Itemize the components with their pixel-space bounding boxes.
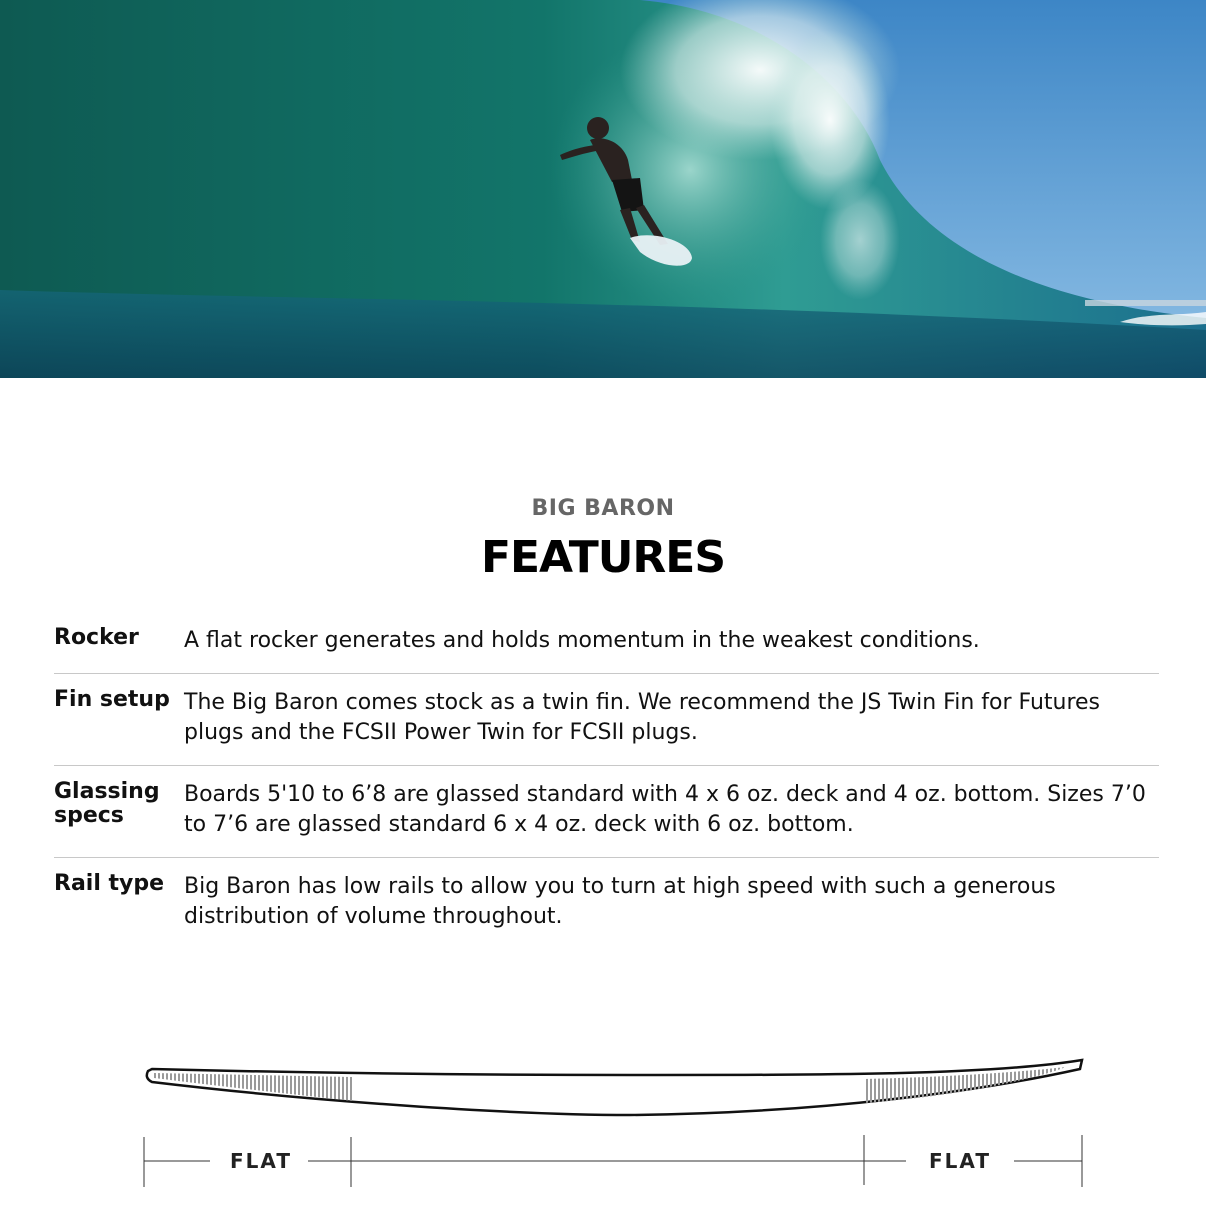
feature-label: Rocker bbox=[54, 625, 139, 650]
product-name: BIG BARON bbox=[531, 496, 675, 521]
feature-label: Glassing specs bbox=[54, 779, 160, 828]
rocker-diagram bbox=[130, 1045, 1100, 1195]
feature-label: Rail type bbox=[54, 871, 165, 896]
feature-row-rail-type bbox=[54, 858, 1159, 950]
board-profile-icon bbox=[147, 1060, 1082, 1115]
feature-row-fin-setup bbox=[54, 674, 1159, 766]
hero-image bbox=[0, 0, 1206, 378]
feature-description: Boards 5'10 to 6’8 are glassed standard with 4 x 6 oz. deck and 4 oz. bottom. Sizes 7’0 to 7’6 are glassed standard 6 x 4 oz. deck with 6 oz. bottom. bbox=[184, 782, 1146, 837]
feature-row-glassing-specs bbox=[54, 766, 1159, 858]
flat-label-left: FLAT bbox=[230, 1149, 292, 1173]
section-title: FEATURES bbox=[480, 532, 726, 583]
features-table bbox=[54, 612, 1159, 950]
feature-description: The Big Baron comes stock as a twin fin. We recommend the JS Twin Fin for Futures plugs and the FCSII Power Twin for FCSII plugs. bbox=[184, 690, 1101, 745]
feature-description: Big Baron has low rails to allow you to turn at high speed with such a generous distribution of volume throughout. bbox=[184, 874, 1056, 929]
flat-label-right: FLAT bbox=[929, 1149, 991, 1173]
feature-description: A flat rocker generates and holds momentum in the weakest conditions. bbox=[184, 628, 980, 653]
feature-label: Fin setup bbox=[54, 687, 170, 712]
feature-row-rocker bbox=[54, 612, 1159, 674]
